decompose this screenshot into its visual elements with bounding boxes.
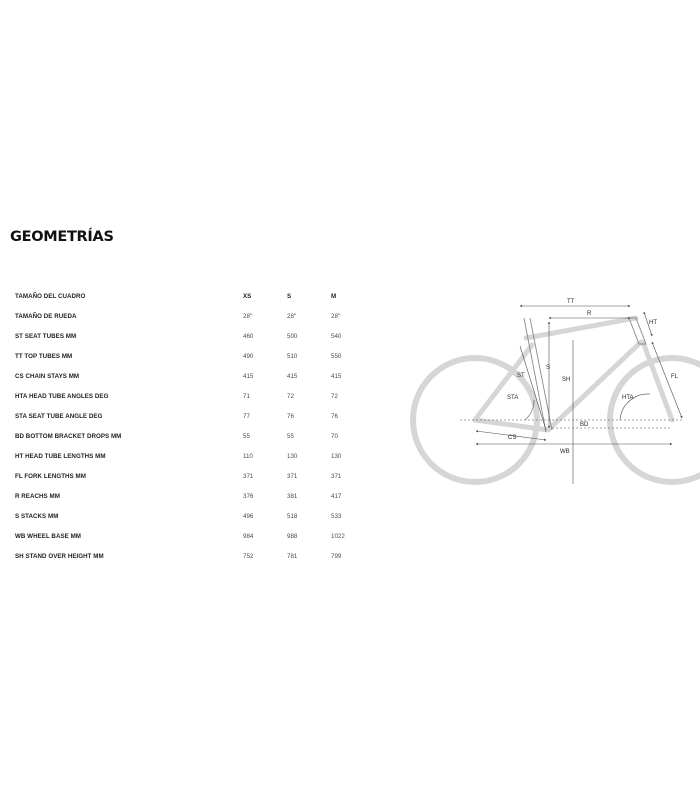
table-cell-m: 417: [331, 493, 342, 500]
table-row: [0, 411, 380, 423]
table-cell-m: 70: [331, 433, 338, 440]
label-sta: STA: [507, 395, 519, 401]
table-cell-s: 28": [287, 313, 297, 320]
column-header-m: M: [331, 293, 337, 300]
table-row-label: R REACHS MM: [15, 493, 60, 500]
column-header-xs: XS: [243, 293, 252, 300]
table-cell-xs: 496: [243, 513, 254, 520]
st-dimension-line: [520, 346, 546, 430]
table-row: [0, 311, 380, 323]
table-cell-xs: 490: [243, 353, 254, 360]
table-cell-s: 55: [287, 433, 294, 440]
table-row-label: HT HEAD TUBE LENGTHS MM: [15, 453, 106, 460]
bike-frame: [413, 318, 700, 482]
label-ht: HT: [649, 320, 657, 326]
table-row-label: STA SEAT TUBE ANGLE DEG: [15, 413, 103, 420]
table-row-label: FL FORK LENGTHS MM: [15, 473, 86, 480]
down-tube: [548, 342, 641, 430]
label-tt: TT: [567, 299, 575, 305]
table-cell-s: 76: [287, 413, 294, 420]
column-header-s: S: [287, 293, 292, 300]
table-row-label: S STACKS MM: [15, 513, 59, 520]
table-row-label: BD BOTTOM BRACKET DROPS MM: [15, 433, 122, 440]
table-cell-m: 550: [331, 353, 342, 360]
table-cell-s: 500: [287, 333, 298, 340]
table-row: [0, 511, 380, 523]
table-cell-xs: 415: [243, 373, 254, 380]
label-st: ST: [517, 373, 525, 379]
label-bd: BD: [580, 422, 589, 428]
table-row-label: CS CHAIN STAYS MM: [15, 373, 80, 380]
page-title: GEOMETRÍAS: [10, 229, 114, 245]
table-cell-m: 533: [331, 513, 342, 520]
table-cell-xs: 55: [243, 433, 250, 440]
table-header-row: [0, 291, 380, 303]
table-cell-xs: 376: [243, 493, 254, 500]
table-cell-xs: 460: [243, 333, 254, 340]
table-row-label: WB WHEEL BASE MM: [15, 533, 81, 540]
table-cell-m: 28": [331, 313, 341, 320]
table-row-label: TAMAÑO DEL CUADRO: [15, 293, 86, 300]
table-cell-s: 415: [287, 373, 298, 380]
table-cell-s: 518: [287, 513, 298, 520]
table-cell-s: 72: [287, 393, 294, 400]
table-cell-s: 130: [287, 453, 298, 460]
table-row: [0, 391, 380, 403]
table-cell-xs: 110: [243, 453, 253, 460]
table-cell-xs: 28": [243, 313, 253, 320]
table-cell-xs: 71: [243, 393, 250, 400]
table-row: [0, 491, 380, 503]
table-cell-m: 1022: [331, 533, 345, 540]
table-cell-xs: 371: [243, 473, 254, 480]
table-row: [0, 351, 380, 363]
table-row-label: ST SEAT TUBES MM: [15, 333, 77, 340]
table-cell-s: 381: [287, 493, 298, 500]
table-row: [0, 451, 380, 463]
table-row: [0, 471, 380, 483]
table-row: [0, 331, 380, 343]
table-cell-s: 781: [287, 553, 298, 560]
top-tube: [526, 318, 636, 338]
table-row: [0, 551, 380, 563]
table-cell-m: 415: [331, 373, 342, 380]
table-cell-m: 371: [331, 473, 342, 480]
label-fl: FL: [671, 374, 679, 380]
label-r: R: [587, 311, 592, 317]
table-row: [0, 531, 380, 543]
bike-geometry-diagram: [405, 290, 700, 490]
table-cell-m: 799: [331, 553, 342, 560]
table-cell-m: 540: [331, 333, 342, 340]
table-cell-s: 371: [287, 473, 298, 480]
table-cell-s: 510: [287, 353, 298, 360]
label-sh: SH: [562, 377, 571, 383]
table-row: [0, 371, 380, 383]
table-cell-m: 72: [331, 393, 338, 400]
table-cell-m: 130: [331, 453, 342, 460]
table-row-label: HTA HEAD TUBE ANGLES DEG: [15, 393, 109, 400]
table-row-label: TAMAÑO DE RUEDA: [15, 313, 77, 320]
table-cell-xs: 77: [243, 413, 250, 420]
label-hta: HTA: [622, 395, 634, 401]
label-s: S: [546, 365, 551, 371]
table-row-label: SH STAND OVER HEIGHT MM: [15, 553, 104, 560]
label-cs: CS: [508, 435, 517, 441]
dimension-labels: [507, 299, 679, 455]
table-cell-m: 76: [331, 413, 338, 420]
table-cell-xs: 984: [243, 533, 254, 540]
table-cell-xs: 752: [243, 553, 254, 560]
label-wb: WB: [560, 449, 570, 455]
table-row-label: TT TOP TUBES MM: [15, 353, 73, 360]
table-cell-s: 988: [287, 533, 298, 540]
table-row: [0, 431, 380, 443]
